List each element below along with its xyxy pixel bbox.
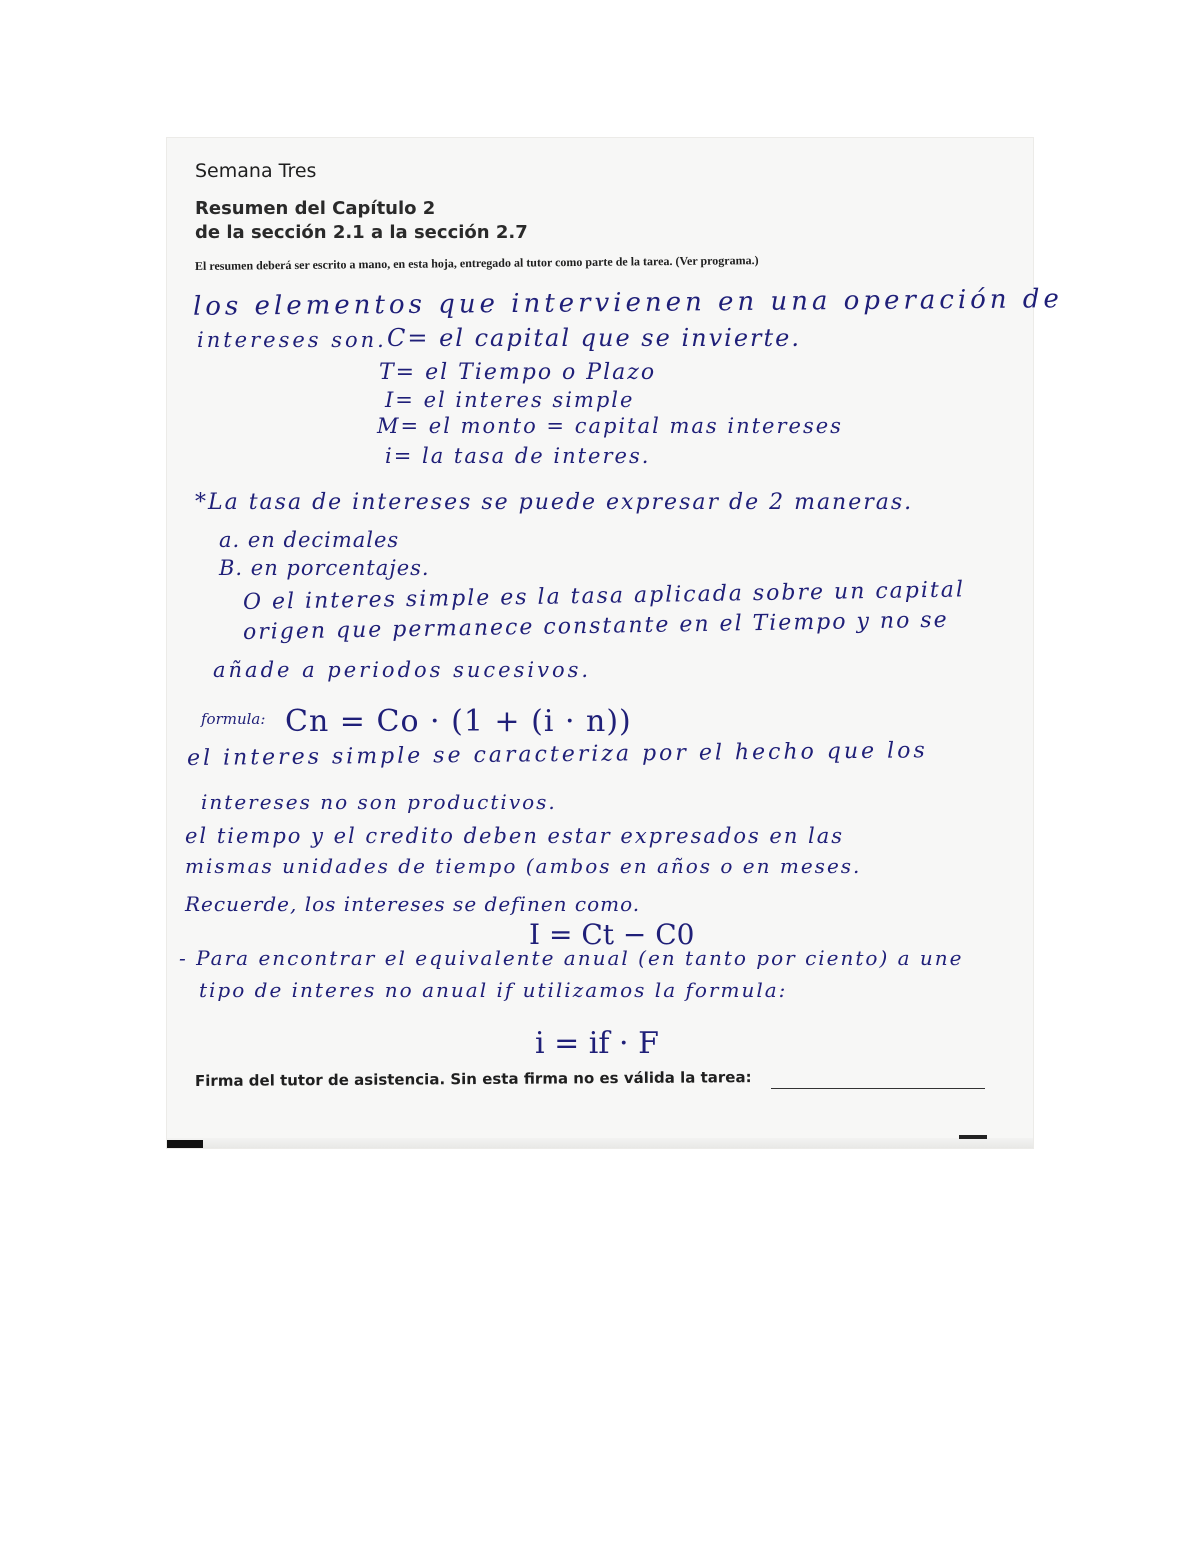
handwritten-definition-simple-interest: I= el interes simple — [385, 388, 635, 412]
handwritten-formula-equivalent-rate: i = if · F — [535, 1026, 659, 1061]
homework-sheet — [167, 138, 1064, 1148]
handwritten-simple-interest-line-2: origen que permanece constante en el Tiempo y no se — [242, 607, 949, 645]
week-title: Semana Tres — [195, 160, 317, 182]
handwritten-recall-line: Recuerde, los intereses se definen como. — [185, 892, 641, 916]
signature-blank-line — [771, 1088, 985, 1089]
handwritten-definition-time: T= el Tiempo o Plazo — [379, 360, 657, 385]
handwritten-units-line-1: el tiempo y el credito deben estar expresados en las — [185, 824, 845, 848]
handwritten-formula-final-capital: Cn = Co · (1 + (i · n)) — [285, 704, 632, 739]
signature-label: Firma del tutor de asistencia. Sin esta firma no es válida la tarea: — [194, 1068, 752, 1090]
instructions-text: El resumen deberá ser escrito a mano, en esta hoja, entregado al tutor como parte de la tarea. (Ver programa.) — [194, 253, 759, 273]
scan-corner-mark-left — [167, 1140, 203, 1148]
summary-sections: de la sección 2.1 a la sección 2.7 — [195, 222, 528, 243]
handwritten-definition-amount: M= el monto = capital mas intereses — [377, 414, 843, 438]
handwritten-definition-rate: i= la tasa de interes. — [385, 444, 651, 468]
handwritten-line-elements: los elementos que intervienen en una operación de — [192, 284, 1064, 322]
handwritten-simple-interest-line-1: O el interes simple es la tasa aplicada sobre un capital — [242, 577, 966, 615]
handwritten-definition-capital: C= el capital que se invierte. — [387, 324, 801, 352]
handwritten-formula-interest: I = Ct − C0 — [529, 918, 695, 951]
handwritten-formula-label: formula: — [201, 710, 266, 728]
sheet-bottom-edge — [167, 1138, 1033, 1148]
handwritten-option-decimals: a. en decimales — [219, 528, 400, 552]
handwritten-characteristic-line-2: intereses no son productivos. — [201, 790, 557, 814]
handwritten-line-intereses: intereses son. — [197, 328, 387, 352]
handwritten-units-line-2: mismas unidades de tiempo (ambos en años o en meses. — [185, 854, 862, 878]
handwritten-option-percent: B. en porcentajes. — [219, 556, 430, 580]
scan-corner-mark-right — [959, 1135, 987, 1139]
handwritten-equivalent-line-1: - Para encontrar el equivalente anual (en tanto por ciento) a une — [179, 946, 964, 970]
handwritten-characteristic-line-1: el interes simple se caracteriza por el hecho que los — [186, 738, 928, 771]
handwritten-equivalent-line-2: tipo de interes no anual if utilizamos la formula: — [199, 978, 788, 1002]
summary-title: Resumen del Capítulo 2 — [195, 198, 436, 219]
handwritten-rate-ways: *La tasa de intereses se puede expresar de 2 maneras. — [195, 490, 914, 515]
handwritten-simple-interest-line-3: añade a periodos sucesivos. — [213, 658, 592, 682]
